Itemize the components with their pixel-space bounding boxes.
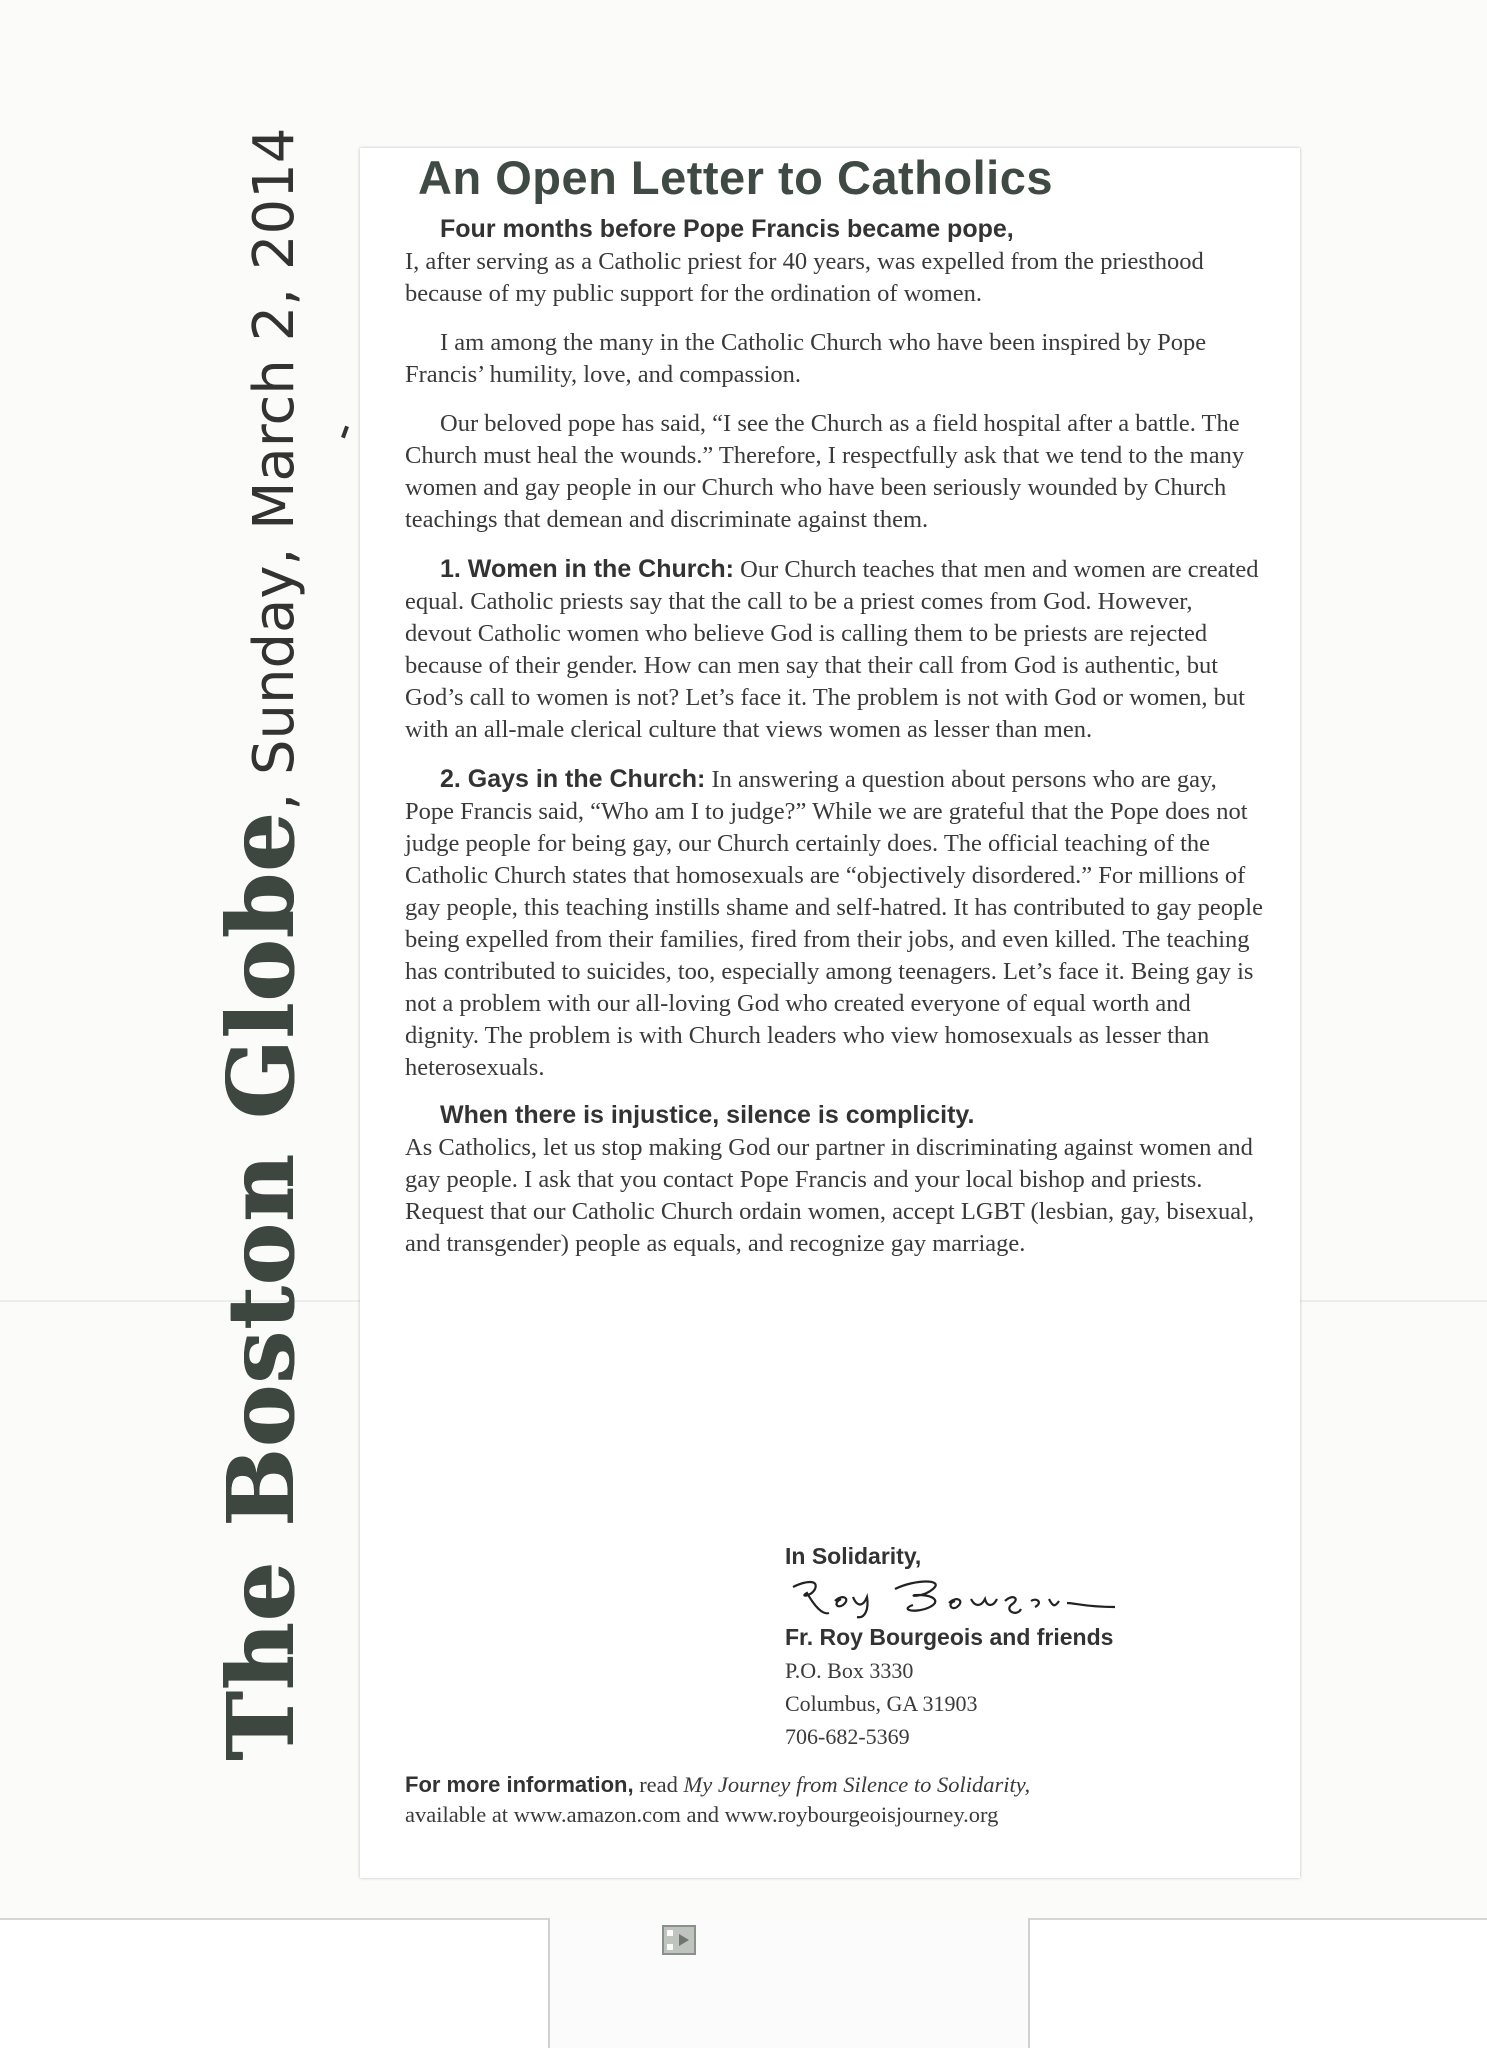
scanner-tab bbox=[548, 1918, 1030, 2048]
signoff-label: In Solidarity, bbox=[785, 1543, 922, 1569]
letter-title: An Open Letter to Catholics bbox=[418, 151, 1053, 204]
stray-mark bbox=[341, 426, 349, 439]
issue-date: , Sunday, March 2, 2014 bbox=[242, 127, 307, 811]
section-gays-text: In answering a question about persons who are gay, Pope Francis said, “Who am I to judge?” While we are grateful that the Pope does not judge people for being gay, our Church certainly does. The official teaching of the Catholic Church states that homosexuals are “objectively disordered.” For millions of gay people, this teaching instills shame and self-hatred. It has contributed to gay people being expelled from their families, fired from their jobs, and even killed. The teaching has contributed to suicides, too, especially among teenagers. Let’s face it. Being gay is not a problem with our all-loving God who created everyone of equal worth and dignity. The problem is with Church leaders who view homosexuals as lesser than heterosexuals. bbox=[405, 766, 1263, 1081]
paragraph-field-hospital: Our beloved pope has said, “I see the Church as a field hospital after a battle. The Church must heal the wounds.” Therefore, I respectfully ask that we tend to the many women and gay people in our Church who have been seriously wounded by Church teachings that demean and discriminate against them. bbox=[405, 410, 1245, 533]
section-gays-heading: 2. Gays in the Church: bbox=[440, 765, 706, 793]
newspaper-masthead bbox=[207, 127, 315, 1760]
section-women-text: Our Church teaches that men and women are created equal. Catholic priests say that the call to be a priest comes from God. However, devout Catholic women who believe God is calling them to be priests are rejected because of their gender. How can men say that their call from God is authentic, but God’s call to women is not? Let’s face it. The problem is not with God or women, but with an all-male clerical culture that views women as lesser than men. bbox=[405, 556, 1259, 743]
section-women bbox=[405, 553, 1265, 746]
closing-paragraph: As Catholics, let us stop making God our partner in discriminating against women and gay people. I ask that you contact Pope Francis and your local bishop and priests. Request that our Catholic Church ordain women, accept LGBT (lesbian, gay, bisexual, and transgender) people as equals, and recognize gay marriage. bbox=[405, 1134, 1255, 1257]
closing-heading: When there is injustice, silence is complicity. bbox=[440, 1101, 975, 1129]
intro-paragraph: I, after serving as a Catholic priest for 40 years, was expelled from the priesthood because of my public support for the ordination of women. bbox=[405, 248, 1204, 307]
more-info-footer bbox=[405, 1770, 1285, 1830]
footer-websites: available at www.amazon.com and www.roybourgeoisjourney.org bbox=[405, 1802, 999, 1827]
section-gays bbox=[405, 763, 1265, 1084]
film-icon bbox=[659, 1920, 699, 1960]
handwritten-signature bbox=[785, 1573, 1125, 1621]
address-line-2: Columbus, GA 31903 bbox=[785, 1691, 978, 1716]
signature-block bbox=[785, 1540, 1125, 1753]
footer-heading: For more information, bbox=[405, 1772, 634, 1797]
book-title: My Journey from Silence to Solidarity, bbox=[683, 1772, 1031, 1797]
paragraph-inspired: I am among the many in the Catholic Church who have been inspired by Pope Francis’ humility, love, and compassion. bbox=[405, 329, 1207, 388]
section-women-heading: 1. Women in the Church: bbox=[440, 555, 734, 583]
footer-read: read bbox=[633, 1772, 684, 1797]
newspaper-name: The Boston Globe bbox=[207, 810, 315, 1760]
signer-name: Fr. Roy Bourgeois and friends bbox=[785, 1624, 1114, 1650]
phone-number: 706-682-5369 bbox=[785, 1724, 910, 1749]
intro-heading: Four months before Pope Francis became pope, bbox=[440, 215, 1014, 243]
letter-content bbox=[405, 150, 1265, 1277]
address-line-1: P.O. Box 3330 bbox=[785, 1658, 914, 1683]
